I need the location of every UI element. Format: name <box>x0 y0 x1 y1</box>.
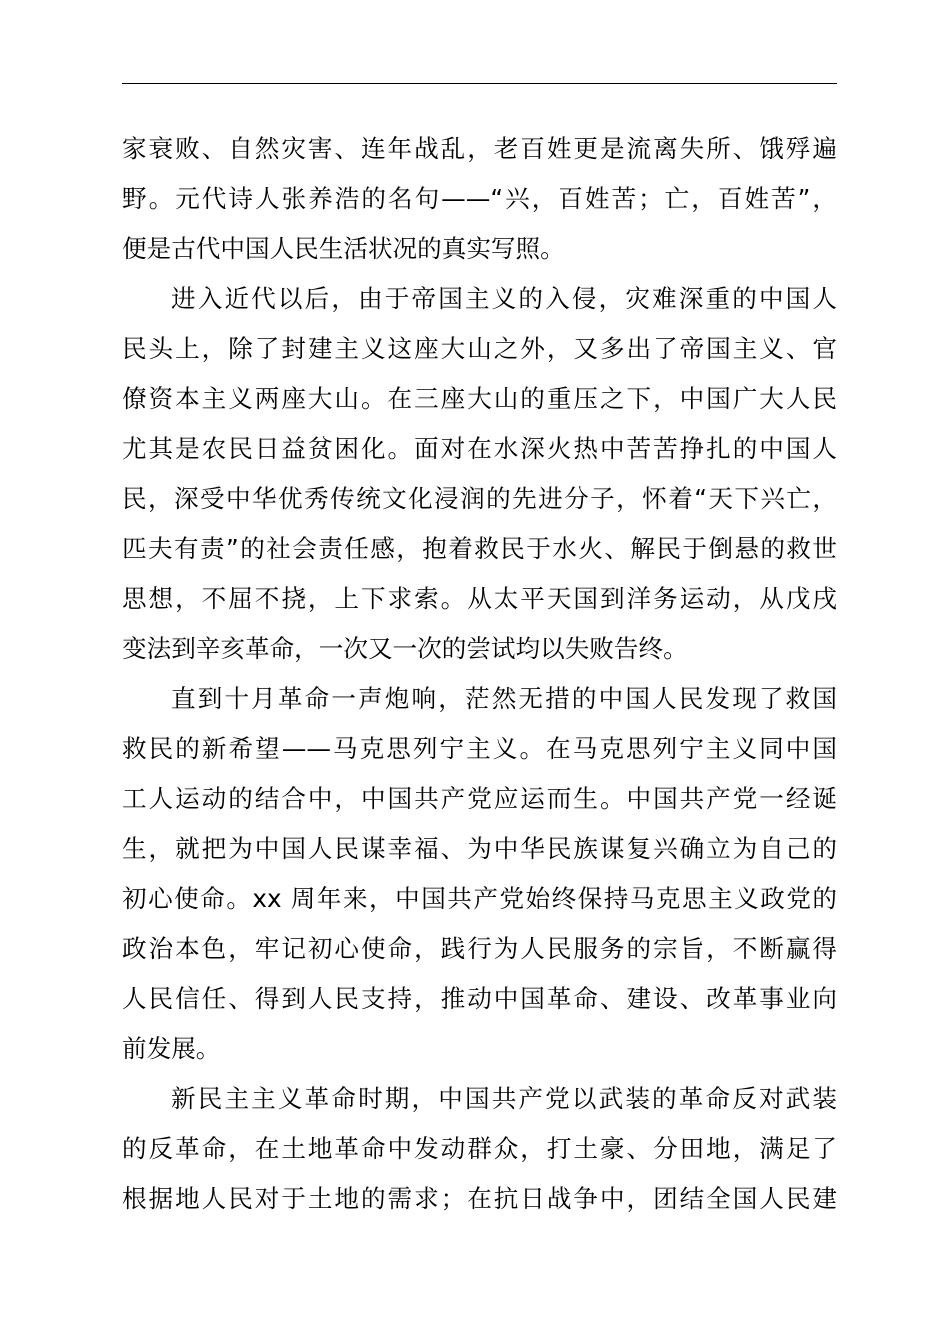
text-line: 政治本色，牢记初心使命，践行为人民服务的宗旨，不断赢得 <box>122 934 837 963</box>
text-line: 生，就把为中国人民谋幸福、为中华民族谋复兴确立为自己的 <box>122 834 837 863</box>
text-line: 僚资本主义两座大山。在三座大山的重压之下，中国广大人民 <box>122 384 837 413</box>
text-line: 工人运动的结合中，中国共产党应运而生。中国共产党一经诞 <box>122 784 837 813</box>
text-line: 民头上，除了封建主义这座大山之外，又多出了帝国主义、官 <box>122 334 837 363</box>
text-line: 家衰败、自然灾害、连年战乱，老百姓更是流离失所、饿殍遍 <box>122 134 837 163</box>
text-line: 人民信任、得到人民支持，推动中国革命、建设、改革事业向 <box>122 984 837 1013</box>
text-line: 民，深受中华优秀传统文化浸润的先进分子，怀着“天下兴亡， <box>122 484 837 513</box>
text-line: 初心使命。xx 周年来，中国共产党始终保持马克思主义政党的 <box>122 884 837 913</box>
text-line: 变法到辛亥革命，一次又一次的尝试均以失败告终。 <box>122 634 688 663</box>
text-line: 尤其是农民日益贫困化。面对在水深火热中苦苦挣扎的中国人 <box>122 434 837 463</box>
text-line: 便是古代中国人民生活状况的真实写照。 <box>122 234 565 263</box>
paragraph-first-line: 新民主主义革命时期，中国共产党以武装的革命反对武装 <box>171 1084 837 1113</box>
text-line: 的反革命，在土地革命中发动群众，打土豪、分田地，满足了 <box>122 1134 837 1163</box>
text-line: 思想，不屈不挠，上下求索。从太平天国到洋务运动，从戊戌 <box>122 584 837 613</box>
text-line: 根据地人民对于土地的需求；在抗日战争中，团结全国人民建 <box>122 1184 837 1213</box>
text-line: 匹夫有责”的社会责任感，抱着救民于水火、解民于倒悬的救世 <box>122 534 837 563</box>
header-rule <box>122 83 837 84</box>
text-line: 前发展。 <box>122 1034 221 1063</box>
paragraph-first-line: 直到十月革命一声炮响，茫然无措的中国人民发现了救国 <box>171 684 837 713</box>
text-line: 野。元代诗人张养浩的名句——“兴，百姓苦；亡，百姓苦”， <box>122 184 837 213</box>
paragraph-first-line: 进入近代以后，由于帝国主义的入侵，灾难深重的中国人 <box>171 284 837 313</box>
text-line: 救民的新希望——马克思列宁主义。在马克思列宁主义同中国 <box>122 734 837 763</box>
